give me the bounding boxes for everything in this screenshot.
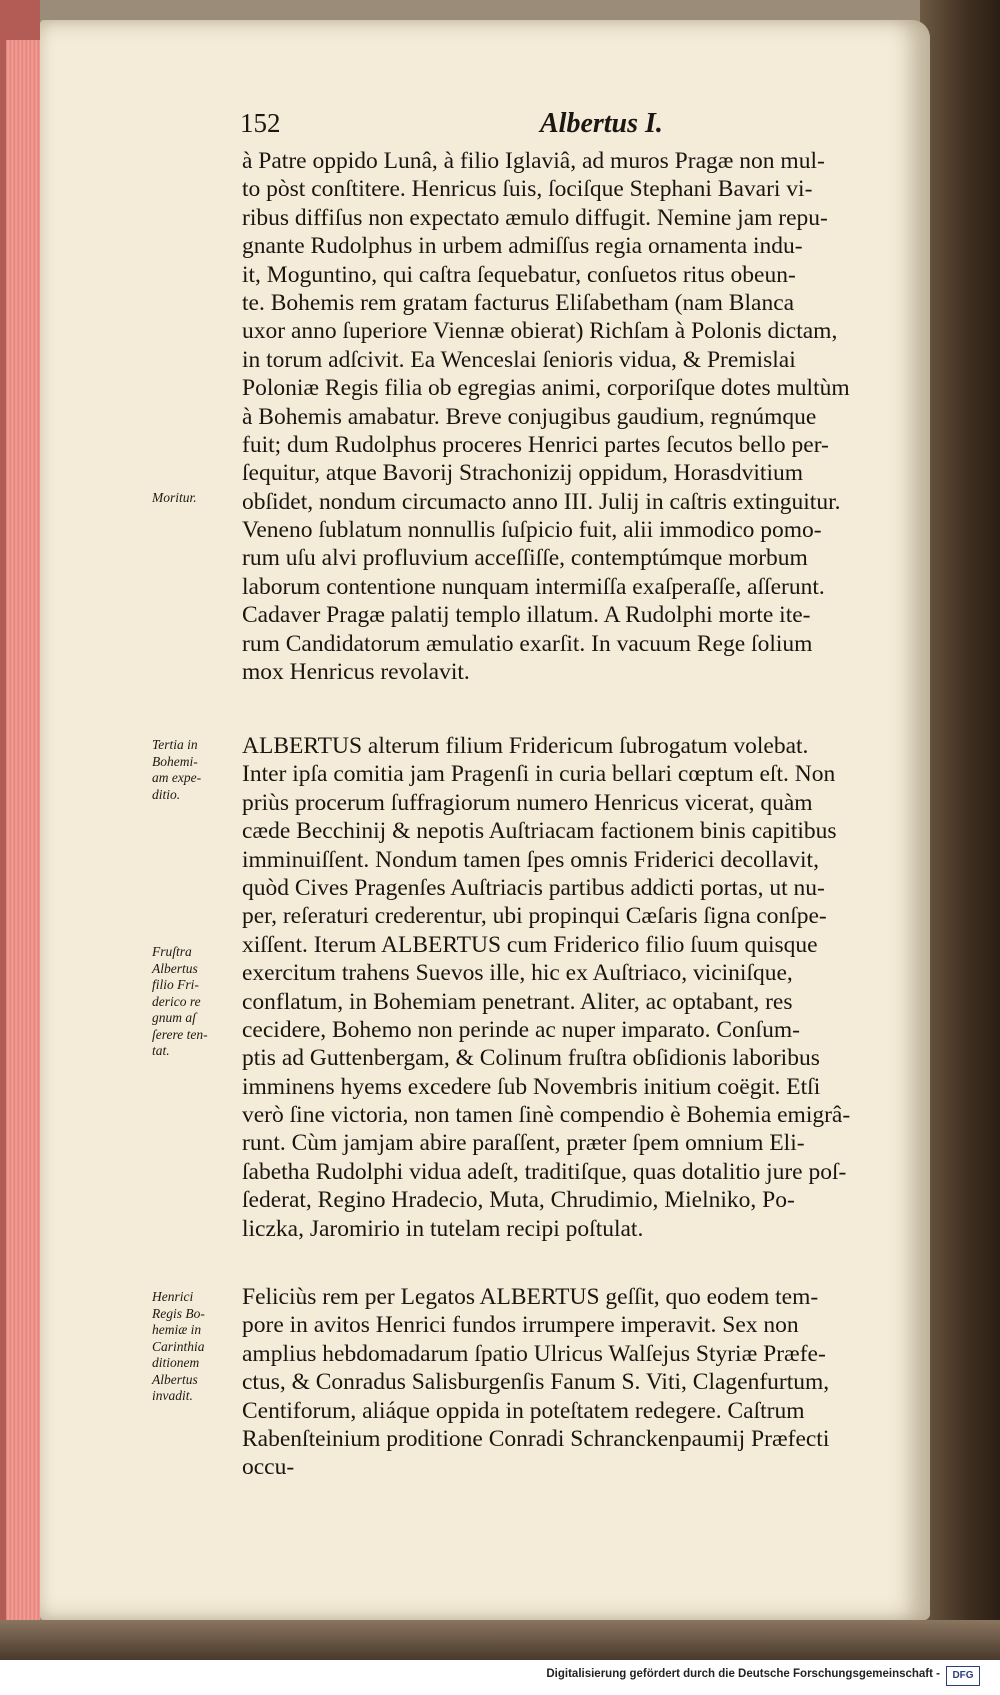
margin-note-line: Albertus: [152, 1371, 198, 1387]
footer-credit: Digitalisierung gefördert durch die Deutsche Forschungsgemeinschaft -: [546, 1668, 940, 1680]
text-line: Cadaver Pragæ palatij templo illatum. A Rudolphi morte ite-: [242, 602, 811, 629]
margin-note-line: Bohemi-: [152, 753, 198, 769]
text-line: Centiforum, aliáque oppida in poteſtatem redegere. Caſtrum: [242, 1397, 805, 1424]
text-line: uxor anno ſuperiore Viennæ obierat) Richſam à Polonis dictam,: [242, 318, 838, 345]
margin-note-line: Regis Bo-: [152, 1305, 205, 1321]
text-line: occu-: [242, 1454, 295, 1481]
margin-note-line: hemiæ in: [152, 1322, 202, 1337]
text-line: laborum contentione nunquam intermiſſa exaſperaſſe, aſſerunt.: [242, 573, 825, 600]
paragraph-1: [242, 147, 890, 686]
text-line: per, reſeraturi crederentur, ubi propinqui Cæſaris ſigna conſpe-: [242, 903, 827, 930]
text-line: Poloniæ Regis filia ob egregias animi, corporiſque dotes multùm: [242, 375, 850, 402]
text-line: imminuiſſent. Nondum tamen ſpes omnis Friderici decollavit,: [242, 846, 819, 873]
dfg-logo: DFG: [946, 1666, 980, 1686]
text-line: imminens hyems excedere ſub Novembris initium coëgit. Etſi: [242, 1073, 821, 1100]
margin-note-frustra: [152, 944, 242, 1060]
margin-note-line: Carinthia: [152, 1338, 205, 1354]
text-line: te. Bohemis rem gratam facturus Eliſabetham (nam Blanca: [242, 289, 795, 316]
margin-note-line: Henrici: [152, 1289, 194, 1304]
text-line: verò ſine victoria, non tamen ſinè compendio è Bohemia emigrâ-: [242, 1102, 851, 1129]
margin-note-line: filio Fri-: [152, 977, 199, 992]
text-line: xiſſent. Iterum ALBERTUS cum Friderico filio ſuum quisque: [242, 931, 818, 958]
text-line: Inter ipſa comitia jam Pragenſi in curia bellari cœptum eſt. Non: [242, 761, 836, 788]
text-line: quòd Cives Pragenſes Auſtriacis partibus addicti portas, ut nu-: [242, 874, 825, 901]
margin-note-henrici: [152, 1289, 242, 1405]
margin-note-line: ditionem: [152, 1355, 200, 1370]
margin-note-line: Albertus: [152, 960, 198, 976]
text-line: à Patre oppido Lunâ, à filio Iglaviâ, ad muros Pragæ non mul-: [242, 148, 825, 174]
paragraph-2: [242, 732, 890, 1243]
text-line: ſequitur, atque Bavorij Strachonizij oppidum, Horasdvitium: [242, 460, 804, 487]
text-line: rum uſu alvi profluvium acceſſiſſe, contemptúmque morbum: [242, 545, 808, 572]
text-line: Feliciùs rem per Legatos ALBERTUS geſſit, quo eodem tem-: [242, 1284, 819, 1310]
book-cover-right: [920, 0, 1000, 1660]
running-title: Albertus I.: [540, 108, 663, 139]
book-cover-bottom: [0, 1620, 1000, 1660]
text-line: gnante Rudolphus in urbem admiſſus regia ornamenta indu-: [242, 233, 803, 260]
text-line: mox Henricus revolavit.: [242, 659, 470, 686]
running-head: [240, 108, 880, 148]
margin-note-line: Moritur.: [152, 490, 197, 505]
text-line: ſabetha Rudolphi vidua adeſt, traditiſque, quas dotalitio jure poſ-: [242, 1158, 847, 1185]
text-line: pore in avitos Henrici fundos irrumpere imperavit. Sex non: [242, 1312, 799, 1339]
text-line: ctus, & Conradus Salisburgenſis Fanum S. Viti, Clagenfurtum,: [242, 1369, 830, 1396]
margin-note-line: derico re: [152, 993, 201, 1009]
text-line: to pòst conſtitere. Henricus ſuis, ſociſque Stephani Bavari vi-: [242, 176, 813, 203]
red-page-edges: [6, 40, 40, 1640]
text-line: amplius hebdomadarum ſpatio Ulricus Walſejus Styriæ Præfe-: [242, 1340, 826, 1367]
text-line: it, Moguntino, qui caſtra ſequebatur, conſuetos ritus obeun-: [242, 261, 796, 288]
margin-note-line: ſerere ten-: [152, 1026, 208, 1042]
text-line: ALBERTUS alterum filium Fridericum ſubrogatum volebat.: [242, 733, 809, 759]
margin-note-line: gnum aſ: [152, 1010, 196, 1025]
paragraph-3: [242, 1283, 890, 1482]
text-line: exercitum trahens Suevos ille, hic ex Auſtriaco, viciniſque,: [242, 960, 793, 987]
text-line: ptis ad Guttenbergam, & Colinum fruſtra obſidionis laboribus: [242, 1045, 820, 1072]
text-line: ſederat, Regino Hradecio, Muta, Chrudimio, Mielniko, Po-: [242, 1187, 795, 1214]
text-line: obſidet, nondum circumacto anno III. Julij in caſtris extinguitur.: [242, 488, 841, 515]
margin-note-line: Fruſtra: [152, 944, 192, 959]
text-line: runt. Cùm jamjam abire paraſſent, præter ſpem omnium Eli-: [242, 1130, 805, 1157]
margin-note-moritur: [152, 490, 242, 507]
text-line: fuit; dum Rudolphus proceres Henrici partes ſecutos bello per-: [242, 431, 829, 458]
text-line: ribus diffiſus non expectato æmulo diffugit. Nemine jam repu-: [242, 204, 828, 231]
margin-note-line: am expe-: [152, 770, 202, 785]
text-line: rum Candidatorum æmulatio exarſit. In vacuum Rege ſolium: [242, 630, 813, 657]
text-line: conflatum, in Bohemiam penetrant. Aliter, ac optabant, res: [242, 988, 793, 1015]
margin-note-line: tat.: [152, 1043, 170, 1058]
text-line: à Bohemis amabatur. Breve conjugibus gaudium, regnúmque: [242, 403, 817, 430]
margin-note-line: ditio.: [152, 786, 181, 802]
digitization-footer: [0, 1660, 1000, 1695]
text-line: Rabenſteinium proditione Conradi Schranckenpaumij Præfecti: [242, 1425, 830, 1452]
page-number: 152: [240, 108, 281, 138]
text-line: Veneno ſublatum nonnullis ſuſpicio fuit, alii immodico pomo-: [242, 517, 822, 544]
margin-note-line: Tertia in: [152, 737, 198, 752]
margin-note-tertia: [152, 737, 242, 803]
text-line: liczka, Jaromirio in tutelam recipi poſtulat.: [242, 1215, 644, 1242]
margin-note-line: invadit.: [152, 1388, 193, 1403]
text-line: in torum adſcivit. Ea Wenceslai ſenioris vidua, & Premislai: [242, 346, 796, 373]
text-line: priùs procerum ſuffragiorum numero Henricus vicerat, quàm: [242, 789, 813, 816]
text-line: cecidere, Bohemo non perinde ac nuper imparato. Conſum-: [242, 1016, 800, 1043]
text-line: cæde Becchinij & nepotis Auſtriacam factionem binis capitibus: [242, 818, 837, 845]
